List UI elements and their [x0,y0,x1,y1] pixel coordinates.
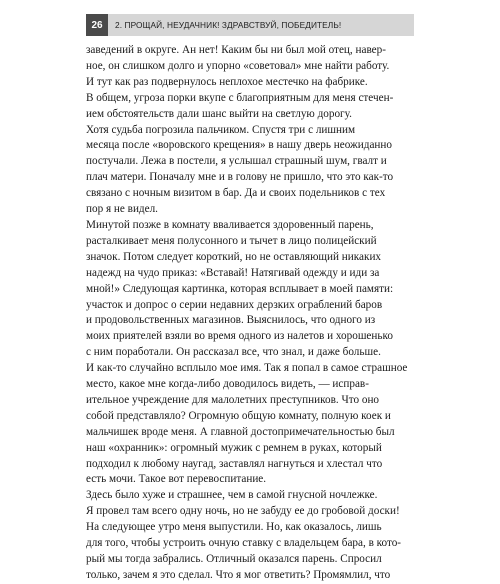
text-line: пор я не видел. [86,203,158,216]
text-line: Я провел там всего одну ночь, но не забуду ее до гробовой доски! [86,505,400,518]
text-line: моих приятелей взяли во время одного из налетов и хорошенько [86,330,393,343]
page-body [86,43,414,584]
text-line: заведений в округе. Ан нет! Каким бы ни был мой отец, навер- [86,44,386,56]
text-line: ное, он слишком долго и упорно «советовал» мне найти работу. [86,59,390,72]
text-line: постучали. Лежа в постели, я услышал страшный шум, гвалт и [86,155,387,168]
text-line: На следующее утро меня выпустили. Но, как оказалось, лишь [86,521,382,534]
running-head: 2. ПРОЩАЙ, НЕУДАЧНИК! ЗДРАВСТВУЙ, ПОБЕДИТЕЛЬ! [108,14,414,36]
text-line: для того, чтобы устроить очную ставку с владельцем бара, в кото- [86,537,402,550]
text-line: И тут как раз подвернулось неплохое местечко на фабрике. [86,75,368,88]
text-line: место, какое мне когда-либо доводилось видеть, — исправ- [86,378,369,391]
text-line: плач матери. Поначалу мне и в голову не пришло, что это как-то [86,171,394,184]
text-line: и продовольственных магазинов. Выяснилось, что одного из [86,314,376,327]
text-line: связано с ночным визитом в бар. Да и своих подельников с тех [86,187,386,200]
text-line: Хотя судьба погрозила пальчиком. Спустя три с лишним [86,123,356,136]
text-line: значок. Потом следует короткий, но не оставляющий никаких [86,250,382,263]
text-line: расталкивает меня полусонного и тычет в лицо полицейский [86,234,377,247]
text-line: Минутой позже в комнату вваливается здоровенный парень, [86,218,374,231]
text-line: ительное учреждение для малолетних преступников. Что оно [86,393,380,406]
text-line: с ним поработали. Он рассказал все, что знал, и даже больше. [86,346,381,359]
text-line: собой представляло? Огромную общую комнату, полную коек и [86,409,391,422]
text-line: есть мочи. Такое вот перевоспитание. [86,473,267,486]
text-line: мной!» Следующая картинка, которая всплывает в моей памяти: [86,282,394,295]
text-line: И как-то случайно всплыло мое имя. Так я попал в самое страшное [86,362,408,375]
text-line: участок и допрос о серии недавних дерзких ограблений баров [86,298,383,311]
text-line: Здесь было хуже и страшнее, чем в самой гнусной ночлежке. [86,489,378,502]
paragraph [86,123,414,218]
text-line: мальчишек вроде меня. А главной достопримечательностью был [86,425,395,438]
text-line: подходил к любому наугад, заставлял нагнуться и хлестал что [86,457,383,470]
text-line: месяца после «воровского крещения» в нашу дверь неожиданно [86,139,392,152]
paragraph [86,488,414,583]
page-header [86,14,414,36]
book-page [86,14,414,581]
text-line: В общем, угроза порки вкупе с благоприятным для меня стечен- [86,91,394,104]
paragraph [86,43,414,123]
text-line: наш «охранник»: огромный мужик с ремнем в руках, который [86,441,382,454]
text-line: рый мы тогда забрались. Отличный оказался парень. Спросил [86,553,382,565]
text-line: надежд на чудо приказ: «Вставай! Натягивай одежду и иди за [86,266,380,279]
text-line: только, зачем я это сделал. Что я мог ответить? Промямлил, что [86,568,391,581]
text-line: ием обстоятельств дали шанс выйти на светлую дорогу. [86,107,352,120]
page-number: 26 [86,14,108,36]
paragraph [86,218,414,488]
